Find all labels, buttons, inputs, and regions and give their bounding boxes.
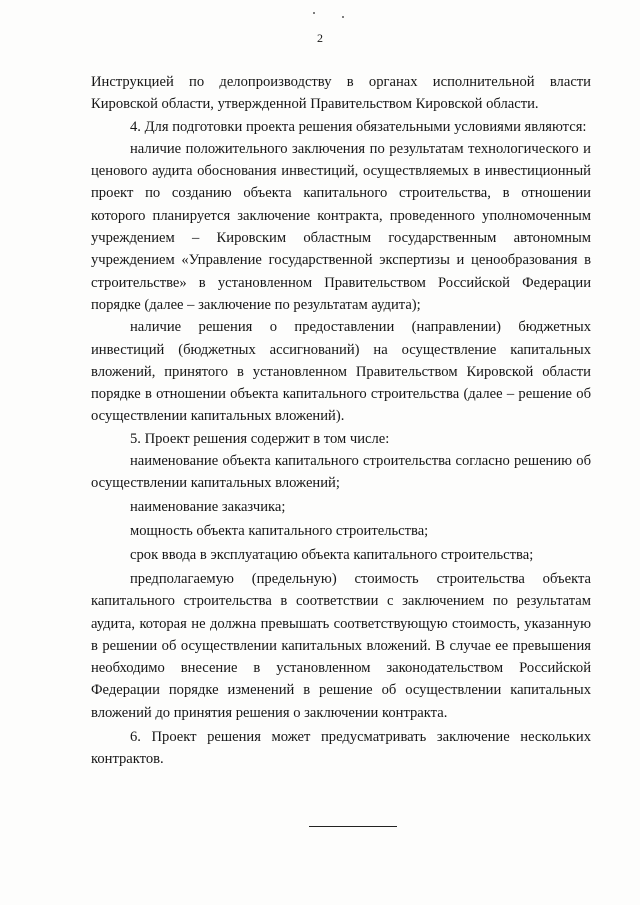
paragraph-audit-condition: наличие положительного заключения по результатам технологического и ценового аудита обоснования инвестиций, осуществляемых в инвестиционный проект по созданию объекта капитального строительства, в отношении которого планируется заключение контракта, проведенного уполномоченным учреждением – Кировским областным государственным автономным учреждением «Управление государственной экспертизы и ценообразования в строительстве» в установленном Правительством Российской Федерации порядке (далее – заключение по результатам аудита);: [91, 140, 591, 313]
paragraph-investment-decision: наличие решения о предоставлении (направлении) бюджетных инвестиций (бюджетных ассигнований) на осуществление капитальных вложений, принятого в установленном Правительством Кировской области порядке в отношении объекта капитального строительства (далее – решение об осуществлении капитальных вложений).: [91, 319, 591, 425]
page-number: 2: [317, 31, 323, 45]
paragraph-customer-name: наименование заказчика;: [130, 499, 286, 516]
paragraph-estimated-cost: предполагаемую (предельную) стоимость строительства объекта капитального строительства в соответствии с заключением по результатам аудита, которая не должна превышать соответствующую стоимость, указанную в решении об осуществлении капитальных вложений. В случае ее превышения необходимо внесение в установленном законодательством Российской Федерации порядке изменений в решение об осуществлении капитальных вложений до принятия решения о заключении контракта.: [91, 570, 591, 721]
document-body: [91, 71, 591, 770]
scan-speck: [313, 12, 315, 14]
paragraph-object-name: наименование объекта капитального строительства согласно решению об осуществлении капитальных вложений;: [91, 453, 591, 492]
paragraph-commissioning-date: срок ввода в эксплуатацию объекта капитального строительства;: [130, 547, 534, 564]
closing-rule: [309, 826, 397, 827]
paragraph-item-6: 6. Проект решения может предусматривать заключение нескольких контрактов.: [91, 728, 591, 767]
scan-speck: [342, 16, 344, 18]
paragraph-item-4: 4. Для подготовки проекта решения обязательными условиями являются:: [130, 118, 587, 135]
paragraph-continuation: Инструкцией по делопроизводству в органах исполнительной власти Кировской области, утвержденной Правительством Кировской области.: [91, 74, 591, 113]
paragraph-item-5: 5. Проект решения содержит в том числе:: [130, 430, 390, 447]
paragraph-capacity: мощность объекта капитального строительства;: [130, 523, 429, 540]
